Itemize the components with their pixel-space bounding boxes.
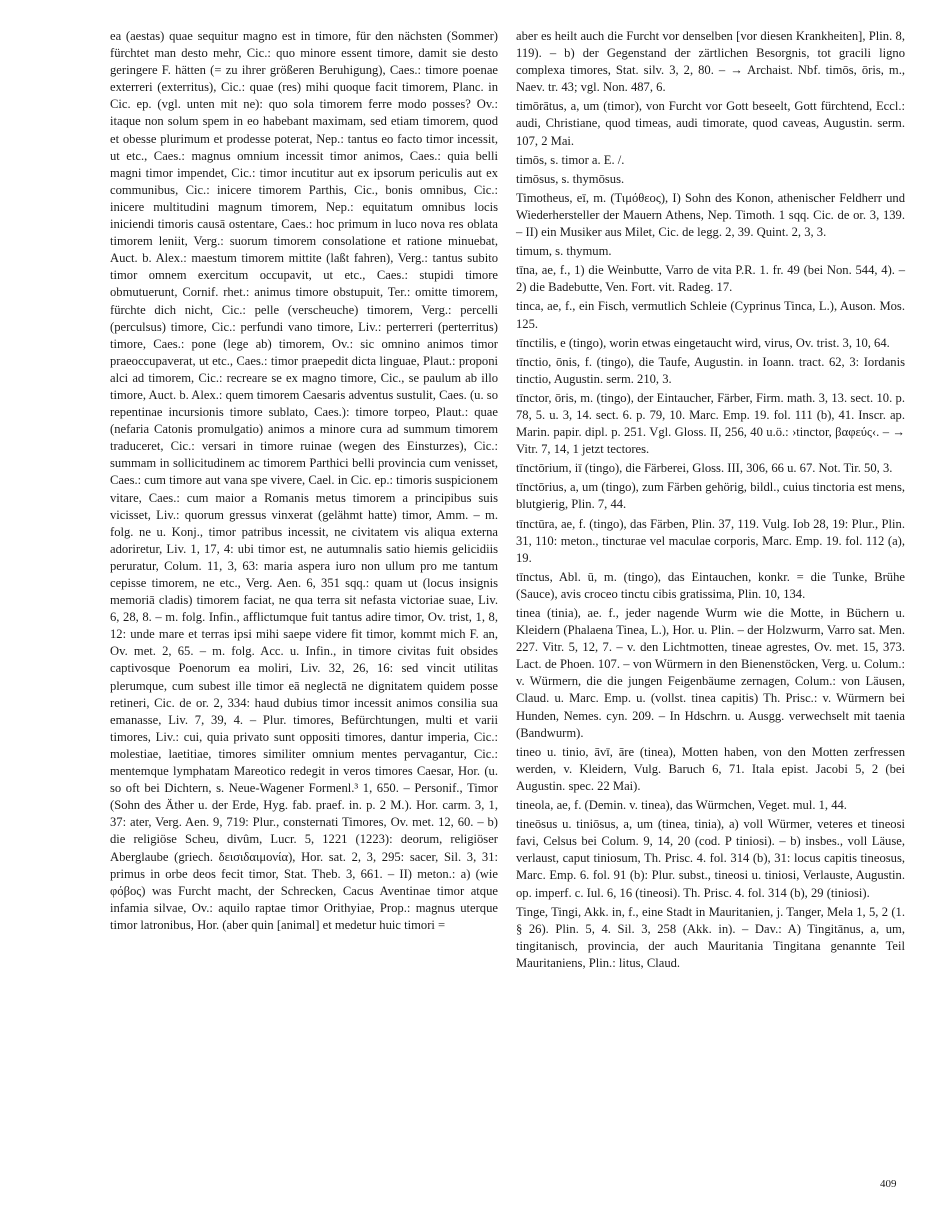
entry-tinge: Tinge, Tingi, Akk. in, f., eine Stadt in Mauritanien, j. Tanger, Mela 1, 5, 2 (1. § 26). Plin. 5, 4. Sil. 3, 258 (Akk. in). – Dav.: A) Tingitānus, a, um, tingitanisch, provincia, der auch Mauritania Tingitana genannte Teil Mauritaniens, Plin.: litus, Claud. [516,904,905,970]
left-column [110,28,498,934]
entry-tinctio: tīnctio, ōnis, f. (tingo), die Taufe, Augustin. in Ioann. tract. 62, 3: Iordanis tinctio, Augustin. serm. 210, 3. [516,354,905,386]
entry-tineosus: tineōsus u. tiniōsus, a, um (tinea, tinia), a) voll Würmer, veteres et tineosi favi, Celsus bei Colum. 9, 14, 20 (cod. P tiniosi). – b) insbes., voll Läuse, verlaust, caput tiniosum, Th. Prisc. 4. fol. 314 (b), 31: locus capitis tineosus, Marc. Emp. 6. fol. 91 (b): Plur. subst., tineosi u. tiniosi, Verlauste, Augustin. op. imperf. c. Iul. 6, 16 (tineosi). Th. Prisc. 4. fol. 314 (b), 29 (tiniosi). [516,817,905,900]
right-column [516,28,905,972]
entry-tinea: tinea (tinia), ae. f., jeder nagende Wurm wie die Motte, in Büchern u. Kleidern (Phalaena Tinea, L.), Hor. u. Plin. – der Holzwurm, Varro sat. Men. 227. Vitr. 5, 12, 7. – v. den Lichtmotten, tineae agrestes, Ov. met. 15, 373. Lact. de Phoen. 107. – von Würmern in den Bienenstöcken, Verg. u. Colum.: v. Würmern, die die jungen Feigenbäume zernagen, Colum.: von Läusen, Claud. u. Marc. Emp. u. (vollst. tinea capitis) Th. Prisc.: v. Würmern bei Hunden, Nemes. cyn. 209. – In Hdschrn. u. Ausgg. verwechselt mit taenia (Bandwurm). [516,606,905,740]
entry-timotheus: Timotheus, eī, m. (Τιμόθεος), I) Sohn des Konon, athenischer Feldherr und Wiederhersteller der Mauern Athens, Nep. Timoth. 1 sqq. Cic. de or. 3, 139. – II) ein Musiker aus Milet, Cic. de legg. 2, 39. Quint. 2, 3, 3. [516,190,905,240]
entry-tineola: tineola, ae, f. (Demin. v. tinea), das Würmchen, Veget. mul. 1, 44. [516,798,847,813]
entry-timoratus: timōrātus, a, um (timor), von Furcht vor Gott beseelt, Gott fürchtend, Eccl.: audi, Christiane, quod timeas, audi timorate, quod caveas, Augustin. serm. 107, 2 Mai. [516,99,905,148]
entry-tinctus: tīnctus, Abl. ū, m. (tingo), das Eintauchen, konkr. = die Tunke, Brühe (Sauce), avis croceo tinctu cibis gratissima, Plin. 10, 134. [516,569,905,601]
entry-text: aber es heilt auch die Furcht vor denselben [vor diesen Krankheiten], Plin. 8, 119). – b) der Gegenstand der zärtlichen Besorgnis, tot gracili ligno complexa timores, Stat. silv. 3, 2, 80. – → Archaist. Nbf. timōs, ōris, m., Naev. tr. 43; vgl. Non. 487, 6. [516,29,905,95]
entry-text: ea (aestas) quae sequitur magno est in timore, für den nächsten (Sommer) fürchtet man desto mehr, Cic.: quo minore essent timore, damit sie desto geringere F. hätten (= zu ihrer größeren Beruhigung), Caes.: timore poenae exterreri (exterritus), Cic.: quae (res) mihi quoque facit timorem, Planc. in Cic. ep. (vgl. unten mit ne): quo sola timorem ferre modo posses? Ov.: itaque non solum spem in eo habebant maximam, sed etiam timorem, quod et obesse plurimum et prodesse poterat, Nep.: tantus eo facto timor incessit, ut etc., Caes.: magnus omnium incessit timor animos, Caes.: quia belli magni timor impendet, Cic.: timor incutitur aut ex ipsorum periculis aut ex communibus, Cic.: inicere timorem Parthis, Cic., bonis omnibus, Cic.: inicere multitudini magnum timorem, Nep.: equitatum omnibus locis iniciendi timoris causā ostentare, Caes.: hoc primum in luco nova res oblata timorem leniit, Verg.: suorum timorem consolatione et ratione minuebat, Auct. b. Alex.: maestum timorem mittite (laßt fahren), Verg.: tantus subito timor omnem exercitum occupavit, ut etc., Caes.: stupidi timore obmutuerunt, Cornif. rhet.: animus timore obstupuit, Ter.: omitte timorem, fürchte dich nicht, Cic.: pelle (verscheuche) timorem, Verg.: percelli (perculsus) timore, Cic.: perfundi vano timore, Liv.: perterreri (perterritus) timore, Caes.: pone (lege ab) timorem, Ov.: sic omnino animos timor praeoccupaverat, ut etc., Caes.: timor praepedit dicta linguae, Plaut.: proponi alci ad timorem, Cic.: recreare se ex magno timore, Cic., se paulum ab illo timore, Auct. b. Alex.: quem timorem Caesaris adventus sustulit, Caes. (u. so repentinae incursionis timore sublato, Caes.): timore torpeo, Plaut.: quae (nefaria Catonis promulgatio) animos a minore cura ad summum timorem traduceret, Cic.: versari in timore ruinae (wegen des Einsturzes), Cic.: summam in sollicitudinem ac timorem Parthici belli provincia cum venisset, Caes.: cum timore aut vana spe vivere, Cael. in Cic. ep.: timoris suspicionem vitare, Caes.: cum maior a Romanis metus timorem a principibus suis vicisset, Liv.: quorum gressus vinxerat (gelähmt hatte) timor, Amm. – m. folg. ne u. Konj., timor patribus incessit, ne civitatem vis aliqua externa adoriretur, Liv. 1, 17, 4: ubi timor est, ne autumnalis satio hiemis gelicidiis peruratur, Colum. 11, 3, 63: maria aspera iuro non ullum pro me tantum cepisse timorem, ne etc., Verg. Aen. 6, 351 sqq.: quam ut (locus insignis memoriā cladis) timorem faciat, ne qua terra sit nefasta victoriae suae, Liv. 6, 28, 8. – m. folg. Infin., afflictumque fuit tantus adire timor, Ov. trist, 1, 8, 12: unde mare et terras ipsi mihi saepe videre fit timor, kommt mich F. an, Ov. met. 2, 65. – m. folg. Acc. u. Infin., in timore civitas fuit obsides captivosque Poenorum ea moliri, Liv. 32, 26, 16: sed vincit utilitas plerumque, cum subest ille timor eā neglectā ne dignitatem quidem posse retineri, Cic. de or. 2, 334: haud dubius timor incessit animos consilia sua emanasse, Liv. 7, 39, 4. – Plur. timores, Befürchtungen, multi et varii timores, Liv.: cui, quia privato sunt oppositi timores, dantur imperia, Cic.: molestiae, laetitiae, timores similiter omnium mentes pervagantur, Cic.: mentemque lymphatam Mareotico redegit in veros timores Caesar, Hor. (u. so oft bei Dichtern, s. Neue-Wagener Formenl.³ 1, 650. – Personif., Timor (Sohn des Äther u. der Erde, Hyg. fab. praef. in. p. 2 M.). Hor. carm. 3, 1, 37: ater, Verg. Aen. 9, 719: Plur., consternati Timores, Ov. met. 12, 60. – b) die religiöse Scheu, divûm, Lucr. 5, 1221 (1223): deorum, religiöser Aberglaube (griech. δεισιδαιμονία), Hor. sat. 2, 3, 295: sacer, Sil. 3, 31: primus in orbe deos fecit timor, Stat. Theb. 3, 661. – II) meton.: a) (wie φόβος) was Furcht macht, der Schrecken, Cacus Aventinae timor atque infamia silvae, Ov.: aquilo raptae timor Orithyiae, Prop.: magnus uterque timor latronibus, Hor. (aber quin [animal] et medetur huic timori = [110,29,498,932]
entry-tinctorius: tīnctōrius, a, um (tingo), zum Färben gehörig, bildl., cuius tinctoria est mens, blutgierig, Plin. 7, 44. [516,480,905,512]
entry-tinctor: tīnctor, ōris, m. (tingo), der Eintaucher, Färber, Firm. math. 3, 13. sect. 10. p. 78, 5. u. 3, 14. sect. 6. p. 79, 10. Marc. Emp. 19. fol. 111 (b), 41. Inscr. ap. Marin. papir. dipl. p. 251. Vgl. Gloss. II, 256, 40 u.ö.: ›tinctor, βαφεύς‹. – → Vitr. 7, 14, 1 jetzt tectores. [516,390,905,457]
page-number: 409 [880,1178,897,1190]
entry-timosus: timōsus, s. thymōsus. [516,171,625,186]
entry-tinctilis: tīnctilis, e (tingo), worin etwas eingetaucht wird, virus, Ov. trist. 3, 10, 64. [516,335,890,350]
entry-tina: tīna, ae, f., 1) die Weinbutte, Varro de vita P.R. 1. fr. 49 (bei Non. 544, 4). – 2) die Badebutte, Ven. Fort. vit. Radeg. 17. [516,263,905,295]
entry-timos: timōs, s. timor a. E. /. [516,152,625,167]
entry-tinctorium: tīnctōrium, iī (tingo), die Färberei, Gloss. III, 306, 66 u. 67. Not. Tir. 50, 3. [516,461,893,476]
entry-tinctura: tīnctūra, ae, f. (tingo), das Färben, Plin. 37, 119. Vulg. Iob 28, 19: Plur., Plin. 31, 110: meton., tincturae vel maculae corporis, Marc. Emp. 19. fol. 112 (a), 19. [516,516,905,565]
entry-timum: timum, s. thymum. [516,244,612,259]
entry-tineo: tineo u. tinio, āvī, āre (tinea), Motten haben, von den Motten zerfressen werden, v. Kleidern, Vulg. Baruch 6, 71. Itala epist. Jacobi 5, 2 (bei Augustin. spec. 22 Mai). [516,744,905,793]
entry-tinca: tinca, ae, f., ein Fisch, vermutlich Schleie (Cyprinus Tinca, L.), Auson. Mos. 125. [516,299,905,331]
